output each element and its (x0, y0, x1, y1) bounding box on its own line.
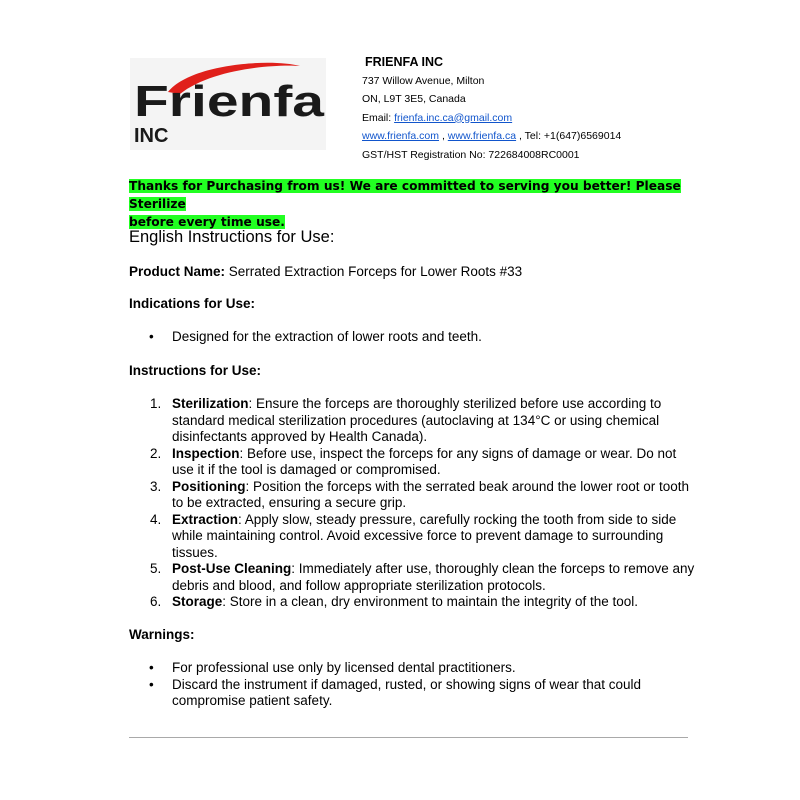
instruction-item: 3. Positioning: Position the forceps with the serrated beak around the lower root or tooth to be extracted, ensuring a secure grip. (150, 478, 690, 510)
indications-heading: Indications for Use: (129, 296, 256, 311)
company-email-row (362, 109, 621, 128)
instruction-item: 6. Storage: Store in a clean, dry environment to maintain the integrity of the tool. (150, 594, 638, 609)
instruction-item: 2. Inspection: Before use, inspect the forceps for any signs of damage or wear. Do not use it if the tool is damaged or compromised. (150, 445, 677, 477)
list-item: • Discard the instrument if damaged, rusted, or showing signs of wear that could compromise patient safety. (149, 676, 641, 708)
logo-sub-text: INC (134, 125, 169, 147)
telephone: , Tel: +1(647)6569014 (516, 130, 622, 142)
gst-registration: GST/HST Registration No: 722684008RC0001 (362, 148, 580, 161)
website-separator: , (439, 130, 448, 142)
product-name-label: Product Name: (129, 264, 226, 279)
thanks-line-2: before every time use. (129, 215, 285, 229)
step-number: 6. (150, 594, 162, 609)
company-address-line2: ON, L9T 3E5, Canada (362, 93, 466, 105)
company-web-row (362, 127, 621, 146)
list-item: • For professional use only by licensed dental practitioners. (149, 660, 516, 675)
logo-brand-text: Frienfa (134, 77, 325, 126)
list-item: • Designed for the extraction of lower roots and teeth. (149, 329, 482, 344)
instructions-heading: Instructions for Use: (129, 363, 262, 378)
thanks-notice (129, 177, 689, 231)
email-link[interactable]: frienfa.inc.ca@gmail.com (394, 111, 513, 124)
company-address-line1: 737 Willow Avenue, Milton (362, 74, 485, 87)
bullet-icon: • (149, 329, 154, 344)
indications-list (129, 329, 699, 346)
thanks-line-1: Thanks for Purchasing from us! We are committed to serving you better! Please Sterilize (129, 179, 681, 211)
instruction-item: 4. Extraction: Apply slow, steady pressure, carefully rocking the tooth from side to side while maintaining control. Avoid excessive force to prevent damage to surrounding tissues. (150, 511, 677, 560)
page-heading: English Instructions for Use: (129, 228, 335, 246)
step-number: 4. (150, 511, 162, 527)
warnings-list (129, 660, 699, 710)
product-name-value: Serrated Extraction Forceps for Lower Roots #33 (225, 264, 523, 279)
instruction-item: 1. Sterilization: Ensure the forceps are thoroughly sterilized before use according to standard medical sterilization procedures (autoclaving at 134°C or using chemical disinfectants approved by Health Canada). (150, 396, 662, 444)
company-logo (130, 58, 326, 150)
company-info (362, 53, 621, 164)
step-number: 3. (150, 478, 162, 494)
step-number: 1. (150, 396, 162, 411)
bullet-icon: • (149, 660, 154, 675)
instructions-list (129, 396, 699, 611)
email-label: Email: (362, 111, 395, 124)
step-number: 2. (150, 445, 162, 461)
warnings-heading: Warnings: (129, 627, 195, 642)
step-number: 5. (150, 561, 162, 576)
footer-divider (129, 737, 688, 738)
website-link-1[interactable]: www.frienfa.com (362, 130, 440, 142)
company-name: FRIENFA INC (365, 55, 444, 69)
website-link-2[interactable]: www.frienfa.ca (447, 130, 517, 142)
product-name (129, 264, 522, 279)
bullet-icon: • (149, 676, 154, 692)
instruction-item: 5. Post-Use Cleaning: Immediately after use, thoroughly clean the forceps to remove any debris and blood, and follow appropriate sterilization protocols. (150, 561, 695, 593)
